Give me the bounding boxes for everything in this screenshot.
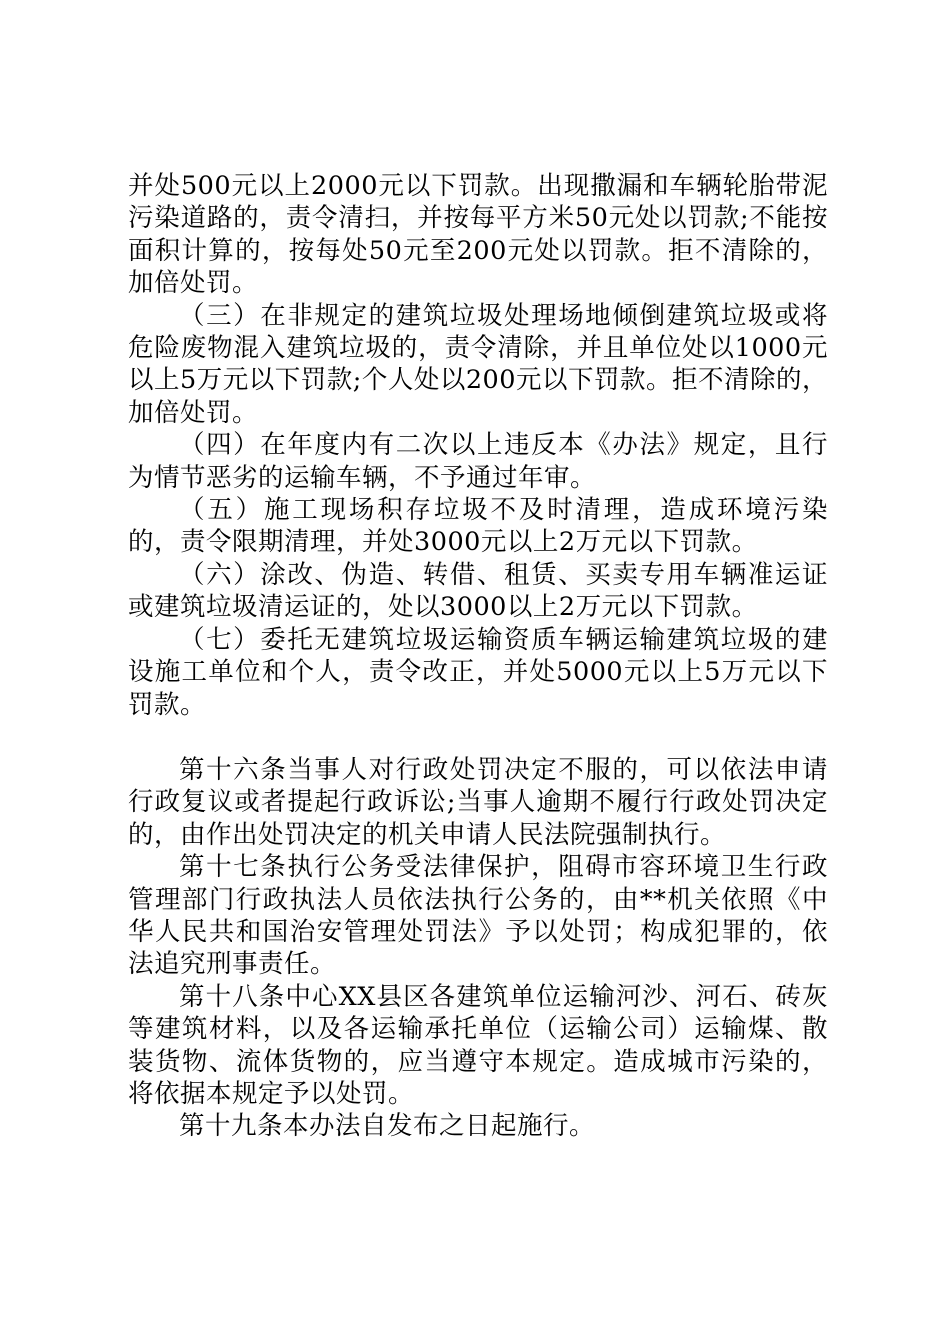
paragraph-article-19: 第十九条本办法自发布之日起施行。 (179, 1111, 596, 1142)
paragraph-item-7: （七）委托无建筑垃圾运输资质车辆运输建筑垃圾的建设施工单位和个人，责令改正，并处5000元以上5万元以下罚款。 (128, 624, 828, 720)
paragraph-article-18: 第十八条中心XX县区各建筑单位运输河沙、河石、砖灰等建筑材料，以及各运输承托单位（运输公司）运输煤、散装货物、流体货物的，应当遵守本规定。造成城市污染的，将依据本规定予以处罚。 (128, 981, 828, 1109)
paragraph-article-16: 第十六条当事人对行政处罚决定不服的，可以依法申请行政复议或者提起行政诉讼;当事人逾期不履行行政处罚决定的，由作出处罚决定的机关申请人民法院强制执行。 (128, 754, 828, 850)
document-page (128, 170, 828, 1143)
paragraph-spacer (128, 721, 828, 754)
paragraph-item-4: （四）在年度内有二次以上违反本《办法》规定，且行为情节恶劣的运输车辆，不予通过年审。 (128, 430, 828, 493)
paragraph-item-6: （六）涂改、伪造、转借、租赁、买卖专用车辆准运证或建筑垃圾清运证的，处以3000以上2万元以下罚款。 (128, 559, 828, 623)
paragraph-article-17: 第十七条执行公务受法律保护，阻碍市容环境卫生行政管理部门行政执法人员依法执行公务的，由**机关依照《中华人民共和国治安管理处罚法》予以处罚；构成犯罪的，依法追究刑事责任。 (128, 852, 828, 980)
paragraph-item-5: （五）施工现场积存垃圾不及时清理，造成环境污染的，责令限期清理，并处3000元以上2万元以下罚款。 (128, 495, 828, 558)
paragraph-penalty-continued: 并处500元以上2000元以下罚款。出现撒漏和车辆轮胎带泥污染道路的，责令清扫，并按每平方米50元处以罚款;不能按面积计算的，按每处50元至200元处以罚款。拒不清除的，加倍处罚。 (128, 171, 828, 299)
paragraph-item-3: （三）在非规定的建筑垃圾处理场地倾倒建筑垃圾或将危险废物混入建筑垃圾的，责令清除，并且单位处以1000元以上5万元以下罚款;个人处以200元以下罚款。拒不清除的，加倍处罚。 (128, 300, 828, 428)
